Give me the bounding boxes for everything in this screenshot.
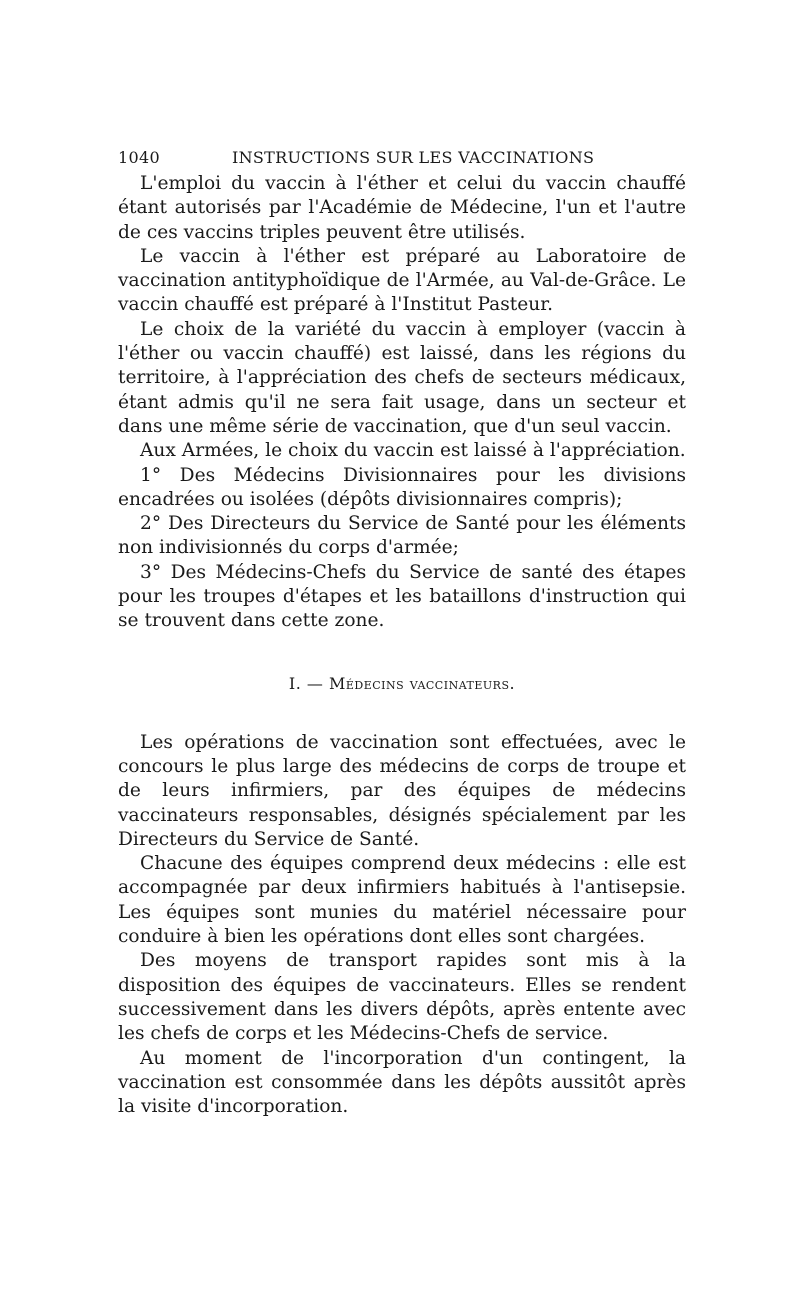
section-title: Médecins vaccinateurs.: [328, 673, 516, 693]
list-item: 3° Des Médecins-Chefs du Service de santé des étapes pour les troupes d'étapes et les bataillons d'instruction qui se trouvent dans cette zone.: [118, 561, 686, 632]
paragraph: Des moyens de transport rapides sont mis à la disposition des équipes de vaccinateurs. Elles se rendent successivement dans les divers dépôts, après entente avec les chefs de corps et les Médecins-Chefs de service.: [118, 950, 686, 1045]
paragraph: Chacune des équipes comprend deux médecins : elle est accompagnée par deux infirmiers habitués à l'antisepsie. Les équipes sont munies du matériel nécessaire pour conduire à bien les opérations dont elles sont chargées.: [118, 853, 686, 948]
top-text-block: [118, 172, 686, 634]
book-page: [118, 142, 686, 1119]
list-item: 1° Des Médecins Divisionnaires pour les divisions encadrées ou isolées (dépôts divisionnaires compris);: [118, 464, 686, 510]
paragraph: Le choix de la variété du vaccin à employer (vaccin à l'éther ou vaccin chauffé) est laissé, dans les régions du territoire, à l'appréciation des chefs de secteurs médicaux, étant admis qu'il ne sera fait usage, dans un secteur et dans une même série de vaccination, que d'un seul vaccin.: [118, 318, 686, 437]
bottom-text-block: [118, 731, 686, 1120]
section-number: I. —: [288, 673, 324, 693]
section-heading: [118, 674, 686, 693]
paragraph: Au moment de l'incorporation d'un contingent, la vaccination est consommée dans les dépôts aussitôt après la visite d'incorporation.: [118, 1047, 686, 1118]
running-title: INSTRUCTIONS SUR LES VACCINATIONS: [232, 148, 595, 167]
paragraph: Les opérations de vaccination sont effectuées, avec le concours le plus large des médecins de corps de troupe et de leurs infirmiers, par des équipes de médecins vaccinateurs responsables, désignés spécialement par les Directeurs du Service de Santé.: [118, 731, 686, 850]
paragraph: Le vaccin à l'éther est préparé au Laboratoire de vaccination antityphoïdique de l'Armée, au Val-de-Grâce. Le vaccin chauffé est préparé à l'Institut Pasteur.: [118, 245, 686, 316]
page-number: 1040: [118, 148, 160, 167]
list-item: 2° Des Directeurs du Service de Santé pour les éléments non indivisionnés du corps d'armée;: [118, 513, 686, 559]
running-header: [118, 142, 686, 172]
paragraph: L'emploi du vaccin à l'éther et celui du vaccin chauffé étant autorisés par l'Académie de Médecine, l'un et l'autre de ces vaccins triples peuvent être utilisés.: [118, 173, 686, 243]
paragraph: Aux Armées, le choix du vaccin est laissé à l'appréciation.: [140, 440, 686, 462]
